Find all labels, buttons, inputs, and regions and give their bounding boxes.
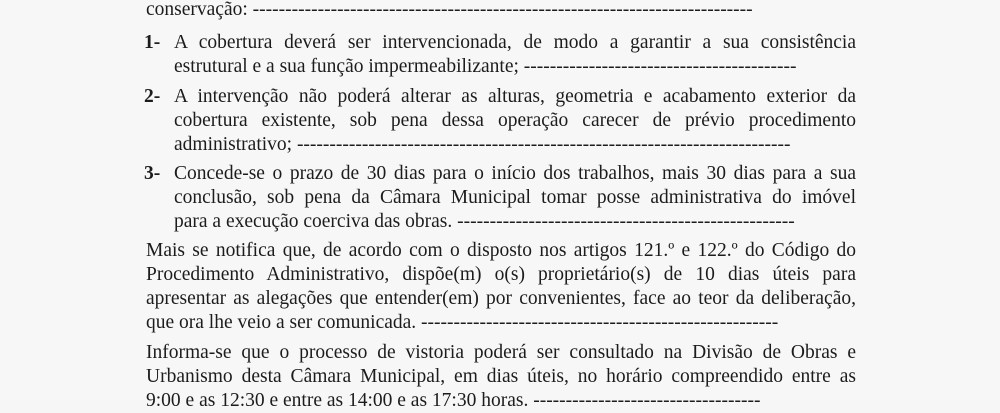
item-text-line: estrutural e a sua função impermeabilizante; ------------------------------------------ [174,56,797,77]
paragraph-line: apresentar as alegações que entender(em) por convenientes, face ao teor da deliberação, [146,288,856,309]
item-text-line: A intervenção não poderá alterar as alturas, geometria e acabamento exterior da [174,86,856,107]
item-text-line: para a execução coerciva das obras. ---------------------------------------------------- [174,211,795,232]
item-text-line: conclusão, sob pena da Câmara Municipal tomar posse administrativa do imóvel [174,187,856,208]
paragraph-line: Urbanismo desta Câmara Municipal, em dias úteis, no horário compreendido entre as [146,366,856,387]
item-number: 1- [144,32,161,53]
item-text-line: administrativo; ---------------------------------------------------------------------------- [174,134,791,155]
intro-line: conservação: ----------------------------------------------------------------------------- [146,0,753,20]
paragraph-line: Informa-se que o processo de vistoria poderá ser consultado na Divisão de Obras e [146,342,856,363]
item-text-line: cobertura existente, sob pena dessa operação carecer de prévio procedimento [174,110,856,131]
item-text-line: Concede-se o prazo de 30 dias para o início dos trabalhos, mais 30 dias para a sua [174,163,856,184]
item-number: 2- [144,86,161,107]
paragraph-line: que ora lhe veio a ser comunicada. ------------------------------------------------------- [146,312,779,333]
paragraph-line: 9:00 e as 12:30 e entre as 14:00 e as 17:30 horas. ----------------------------------- [146,390,761,411]
paragraph-line: Mais se notifica que, de acordo com o disposto nos artigos 121.º e 122.º do Código do [146,240,856,261]
paragraph-line: Procedimento Administrativo, dispõe(m) o(s) proprietário(s) de 10 dias úteis para [146,264,856,285]
item-text-line: A cobertura deverá ser intervencionada, de modo a garantir a sua consistência [174,32,856,53]
item-number: 3- [144,163,161,184]
